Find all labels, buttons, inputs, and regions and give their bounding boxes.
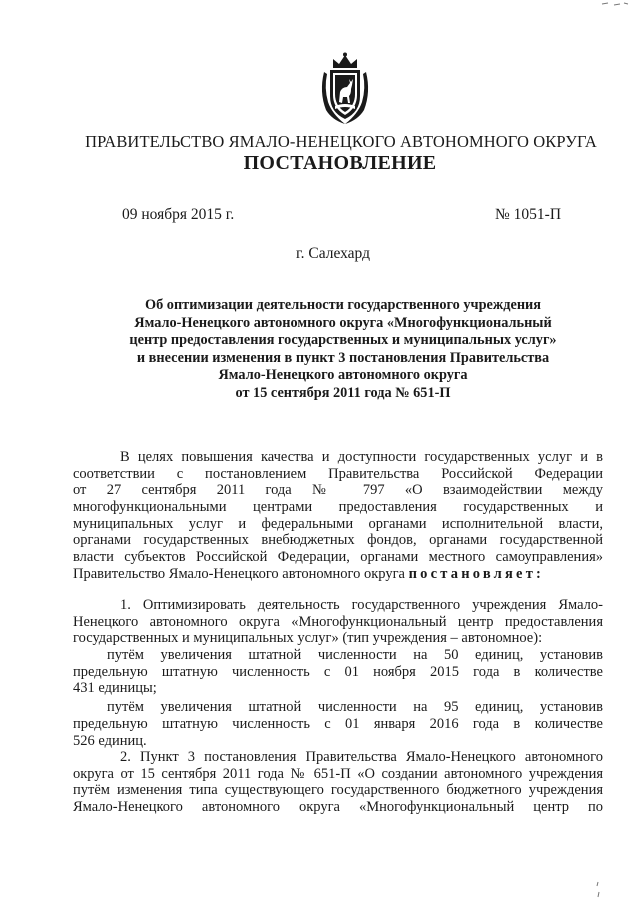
item-2-line: путём изменения типа существующего государственного бюджетного учреждения — [73, 782, 603, 799]
item-1-line: Ненецкого автономного округа «Многофункциональный центр предоставления — [73, 613, 603, 630]
item-1a-line: 431 единицы; — [73, 680, 157, 697]
organization-name: ПРАВИТЕЛЬСТВО ЯМАЛО-НЕНЕЦКОГО АВТОНОМНОГО ОКРУГА — [85, 132, 597, 151]
item-1b-line: путём увеличения штатной численности на 95 единиц, установив — [107, 699, 603, 716]
item-1b-line: предельную штатную численность с 01 января 2016 года в количестве — [73, 715, 603, 732]
item-2-line: 2. Пункт 3 постановления Правительства Ямало-Ненецкого автономного — [120, 749, 603, 765]
title-line: центр предоставления государственных и муниципальных услуг» — [129, 332, 557, 349]
item-1-line: 1. Оптимизировать деятельность государственного учреждения Ямало- — [120, 597, 603, 613]
scan-artifact-mark — [600, 0, 630, 12]
item-2-paragraph — [73, 749, 603, 816]
item-1b-line: 526 единиц. — [73, 732, 147, 749]
scan-artifact-mark — [593, 880, 603, 900]
preamble-line: муниципальных услуг и федеральными органами исполнительной власти, — [73, 515, 603, 532]
document-type: ПОСТАНОВЛЕНИЕ — [243, 152, 437, 174]
item-1a-line: путём увеличения штатной численности на 50 единиц, установив — [107, 647, 603, 664]
preamble-line-prefix: Правительство Ямало-Ненецкого автономного округа — [73, 565, 405, 582]
document-number: № 1051-П — [495, 206, 562, 223]
document-title — [100, 297, 586, 403]
preamble-final-line — [73, 566, 603, 583]
preamble-line: власти субъектов Российской Федерации, органами местного самоуправления» — [73, 549, 603, 566]
item-1-paragraph — [73, 597, 603, 749]
item-1a-line: предельную штатную численность с 01 ноября 2015 года в количестве — [73, 663, 603, 680]
title-line: и внесении изменения в пункт 3 постановления Правительства — [136, 349, 550, 366]
item-2-line: округа от 15 сентября 2011 года № 651-П «О создании автономного учреждения — [73, 765, 603, 782]
document-date: 09 ноября 2015 г. — [122, 206, 235, 223]
item-2-line: Ямало-Ненецкого автономного округа «Многофункциональный центр по — [73, 799, 603, 816]
title-line: Ямало-Ненецкого автономного округа — [218, 367, 468, 384]
coat-of-arms-emblem-icon — [318, 52, 372, 126]
title-line: от 15 сентября 2011 года № 651-П — [235, 384, 451, 401]
preamble-line: В целях повышения качества и доступности государственных услуг и в — [120, 449, 603, 465]
title-line: Об оптимизации деятельности государственного учреждения — [144, 297, 542, 313]
preamble-line: органами государственных внебюджетных фондов, органами государственной — [73, 532, 603, 549]
preamble-line: соответствии с постановлением Правительства Российской Федерации — [73, 465, 603, 482]
resolves-word: постановляет: — [408, 565, 545, 582]
preamble-line: многофункциональными центрами предоставления государственных и — [73, 499, 603, 516]
document-city: г. Салехард — [296, 245, 370, 262]
title-line: Ямало-Ненецкого автономного округа «Многофункциональный — [134, 314, 552, 331]
preamble-paragraph — [73, 449, 603, 583]
item-1-line: государственных и муниципальных услуг» (тип учреждения – автономное): — [73, 630, 543, 647]
preamble-line: от 27 сентября 2011 года № 797 «О взаимодействии между — [73, 482, 603, 499]
